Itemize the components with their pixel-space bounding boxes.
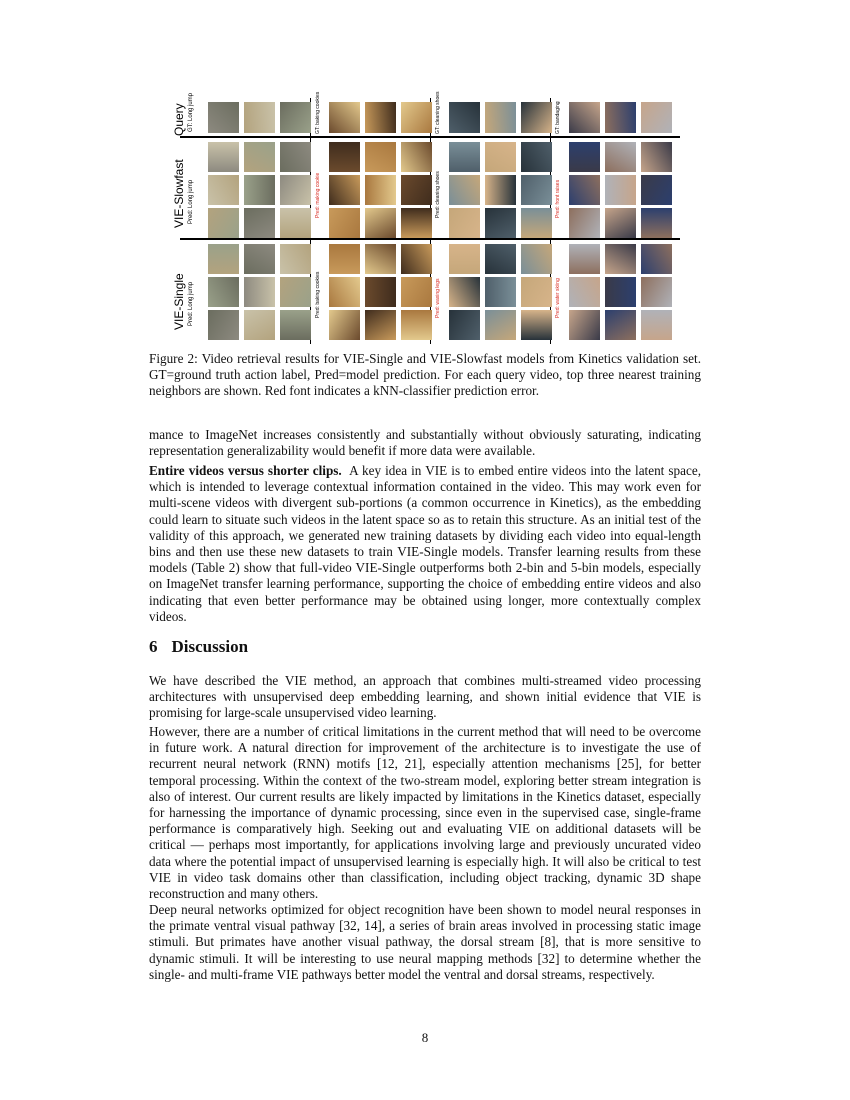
- figure-caption: Figure 2: Video retrieval results for VIE-Single and VIE-Slowfast models from Kinetics validation set. GT=ground truth action label, Pred=model prediction. For each query video, top three nearest training neighbors are shown. Red font indicates a kNN-classifier prediction error.: [149, 351, 701, 398]
- video-frame-thumbnail: [365, 208, 396, 238]
- video-frame-thumbnail: [449, 208, 480, 238]
- video-frame-thumbnail: [569, 142, 600, 172]
- paragraph-discussion-3: Deep neural networks optimized for object recognition have been shown to model neural responses in the primate ventral visual pathway [32, 14], a series of brain areas involved in processing static image stimuli. But primates have another visual pathway, the dorsal stream [8], that is more sensitive to dynamic stimuli. It will be interesting to use neural mapping methods [32] to determine whether the single- and multi-frame VIE pathways better model the ventral and dorsal streams, respectively.: [149, 902, 701, 982]
- video-frame-thumbnail: [244, 244, 275, 274]
- video-frame-thumbnail: [641, 277, 672, 307]
- video-frame-thumbnail: [401, 277, 432, 307]
- video-frame-thumbnail: [605, 142, 636, 172]
- video-frame-thumbnail: [605, 208, 636, 238]
- section-number: 6: [149, 637, 158, 656]
- video-frame-thumbnail: [569, 102, 600, 133]
- row-title-single: VIE-Single: [172, 273, 186, 330]
- video-frame-thumbnail: [485, 277, 516, 307]
- query-gt-label: GT: baking cookies: [315, 91, 321, 134]
- slowfast-pred-label: Pred: cleaning shoes: [435, 171, 441, 218]
- video-frame-thumbnail: [569, 244, 600, 274]
- video-frame-thumbnail: [401, 310, 432, 340]
- section-heading: [149, 637, 248, 657]
- video-frame-thumbnail: [365, 310, 396, 340]
- video-frame-thumbnail: [641, 102, 672, 133]
- video-frame-thumbnail: [485, 102, 516, 133]
- video-frame-thumbnail: [208, 310, 239, 340]
- video-frame-thumbnail: [521, 277, 552, 307]
- single-pred-label: Pred: water skiing: [555, 278, 561, 318]
- video-frame-thumbnail: [280, 142, 311, 172]
- video-frame-thumbnail: [521, 208, 552, 238]
- query-gt-label: GT: bandaging: [555, 101, 561, 134]
- video-frame-thumbnail: [485, 175, 516, 205]
- video-frame-thumbnail: [485, 208, 516, 238]
- video-frame-thumbnail: [641, 175, 672, 205]
- video-frame-thumbnail: [605, 244, 636, 274]
- video-frame-thumbnail: [485, 244, 516, 274]
- video-frame-thumbnail: [208, 244, 239, 274]
- video-frame-thumbnail: [329, 310, 360, 340]
- video-frame-thumbnail: [365, 142, 396, 172]
- video-frame-thumbnail: [641, 142, 672, 172]
- video-frame-thumbnail: [329, 102, 360, 133]
- video-frame-thumbnail: [329, 244, 360, 274]
- page-number: 8: [421, 1030, 429, 1045]
- row-title-query: Query: [172, 103, 186, 136]
- video-frame-thumbnail: [449, 142, 480, 172]
- video-frame-thumbnail: [521, 310, 552, 340]
- video-frame-thumbnail: [449, 102, 480, 133]
- paragraph-discussion-1: We have described the VIE method, an approach that combines multi-streamed video processing architectures with unsupervised deep embedding learning, and shown initial evidence that VIE is promising for large-scale unsupervised video learning.: [149, 673, 701, 721]
- video-frame-thumbnail: [329, 175, 360, 205]
- video-frame-thumbnail: [401, 244, 432, 274]
- paragraph-heading: Entire videos versus shorter clips.: [149, 463, 342, 478]
- video-frame-thumbnail: [569, 310, 600, 340]
- video-frame-thumbnail: [569, 175, 600, 205]
- paragraph-continuation: mance to ImageNet increases consistently and substantially without obviously saturating, indicating representation generalizability would benefit if more data were available.: [149, 427, 701, 459]
- video-frame-thumbnail: [569, 208, 600, 238]
- single-pred-label: Pred: waxing legs: [435, 278, 441, 318]
- row-title-slowfast: VIE-Slowfast: [172, 159, 186, 228]
- video-frame-thumbnail: [449, 310, 480, 340]
- video-frame-thumbnail: [521, 175, 552, 205]
- video-frame-thumbnail: [208, 277, 239, 307]
- video-frame-thumbnail: [244, 142, 275, 172]
- video-frame-thumbnail: [521, 142, 552, 172]
- section-title: Discussion: [171, 637, 249, 656]
- video-frame-thumbnail: [244, 175, 275, 205]
- video-frame-thumbnail: [521, 244, 552, 274]
- paragraph-entire-videos: [149, 463, 701, 625]
- figure-2: [170, 91, 680, 346]
- video-frame-thumbnail: [485, 310, 516, 340]
- video-frame-thumbnail: [244, 277, 275, 307]
- video-frame-thumbnail: [280, 175, 311, 205]
- video-frame-thumbnail: [605, 277, 636, 307]
- video-frame-thumbnail: [280, 102, 311, 133]
- video-frame-thumbnail: [365, 277, 396, 307]
- video-frame-thumbnail: [605, 175, 636, 205]
- video-frame-thumbnail: [208, 142, 239, 172]
- video-frame-thumbnail: [280, 244, 311, 274]
- video-frame-thumbnail: [641, 244, 672, 274]
- video-frame-thumbnail: [280, 277, 311, 307]
- video-frame-thumbnail: [244, 102, 275, 133]
- video-frame-thumbnail: [641, 310, 672, 340]
- video-frame-thumbnail: [485, 142, 516, 172]
- video-frame-thumbnail: [208, 175, 239, 205]
- video-frame-thumbnail: [605, 102, 636, 133]
- slowfast-pred-label: Pred: front raises: [555, 179, 561, 218]
- paragraph-body: A key idea in VIE is to embed entire videos into the latent space, which is intended to leverage contextual information contained in the video. This may work even for multi-scene videos with divergent sub-portions (a common occurrence in Kinetics), as the embedding could learn to situate such videos in the latent space so as to retain this structure. As an initial test of the validity of this approach, we generated new training datasets by dividing each video into equal-length bins and then use these new datasets to train VIE-Single models. Transfer learning results from these models (Table 2) show that full-video VIE-Single outperforms both 2-bin and 5-bin models, especially on ImageNet transfer learning performance, supporting the choice of embedding entire videos and also indicating that even better performance may be obtained using longer, more contextually complex videos.: [149, 463, 701, 624]
- video-frame-thumbnail: [280, 310, 311, 340]
- video-frame-thumbnail: [208, 102, 239, 133]
- video-frame-thumbnail: [401, 175, 432, 205]
- slowfast-pred-label: Pred: making cookie: [315, 172, 321, 218]
- video-frame-thumbnail: [244, 208, 275, 238]
- video-frame-thumbnail: [521, 102, 552, 133]
- query-gt-label: GT: cleaning shoes: [435, 91, 441, 134]
- video-frame-thumbnail: [401, 102, 432, 133]
- video-frame-thumbnail: [401, 208, 432, 238]
- video-frame-thumbnail: [365, 102, 396, 133]
- video-frame-thumbnail: [449, 175, 480, 205]
- video-frame-thumbnail: [329, 208, 360, 238]
- video-frame-thumbnail: [280, 208, 311, 238]
- paragraph-discussion-2: However, there are a number of critical limitations in the current method that will need to be overcome in future work. A natural direction for improvement of the architecture is to investigate the use of recurrent neural network (RNN) motifs [12, 21], especially attention mechanisms [25], for better temporal processing. Within the context of the two-stream model, exploring better stream integration is also of interest. Our current results are likely impacted by limitations in the Kinetics dataset, especially for harnessing the importance of dynamic processing, since even in the supervised case, single-frame performance is comparatively high. Seeking out and evaluating VIE on additional datasets will be critical — perhaps most importantly, for applications involving large and previously uncurated video data where the potential impact of unsupervised learning is especially high. It will also be critical to test VIE in video task domains other than classification, including object tracking, dynamic 3D shape reconstruction and many others.: [149, 724, 701, 902]
- video-frame-thumbnail: [244, 310, 275, 340]
- video-frame-thumbnail: [365, 175, 396, 205]
- single-pred-label: Pred: baking cookies: [315, 271, 321, 318]
- video-frame-thumbnail: [208, 208, 239, 238]
- row-sublabel-query: GT: Long jump: [188, 92, 194, 132]
- video-frame-thumbnail: [605, 310, 636, 340]
- video-frame-thumbnail: [449, 277, 480, 307]
- video-frame-thumbnail: [329, 277, 360, 307]
- row-sublabel-slowfast: Pred: Long jump: [188, 179, 194, 224]
- video-frame-thumbnail: [329, 142, 360, 172]
- video-frame-thumbnail: [641, 208, 672, 238]
- video-frame-thumbnail: [365, 244, 396, 274]
- row-sublabel-single: Pred: Long jump: [188, 281, 194, 326]
- video-frame-thumbnail: [401, 142, 432, 172]
- video-frame-thumbnail: [449, 244, 480, 274]
- video-frame-thumbnail: [569, 277, 600, 307]
